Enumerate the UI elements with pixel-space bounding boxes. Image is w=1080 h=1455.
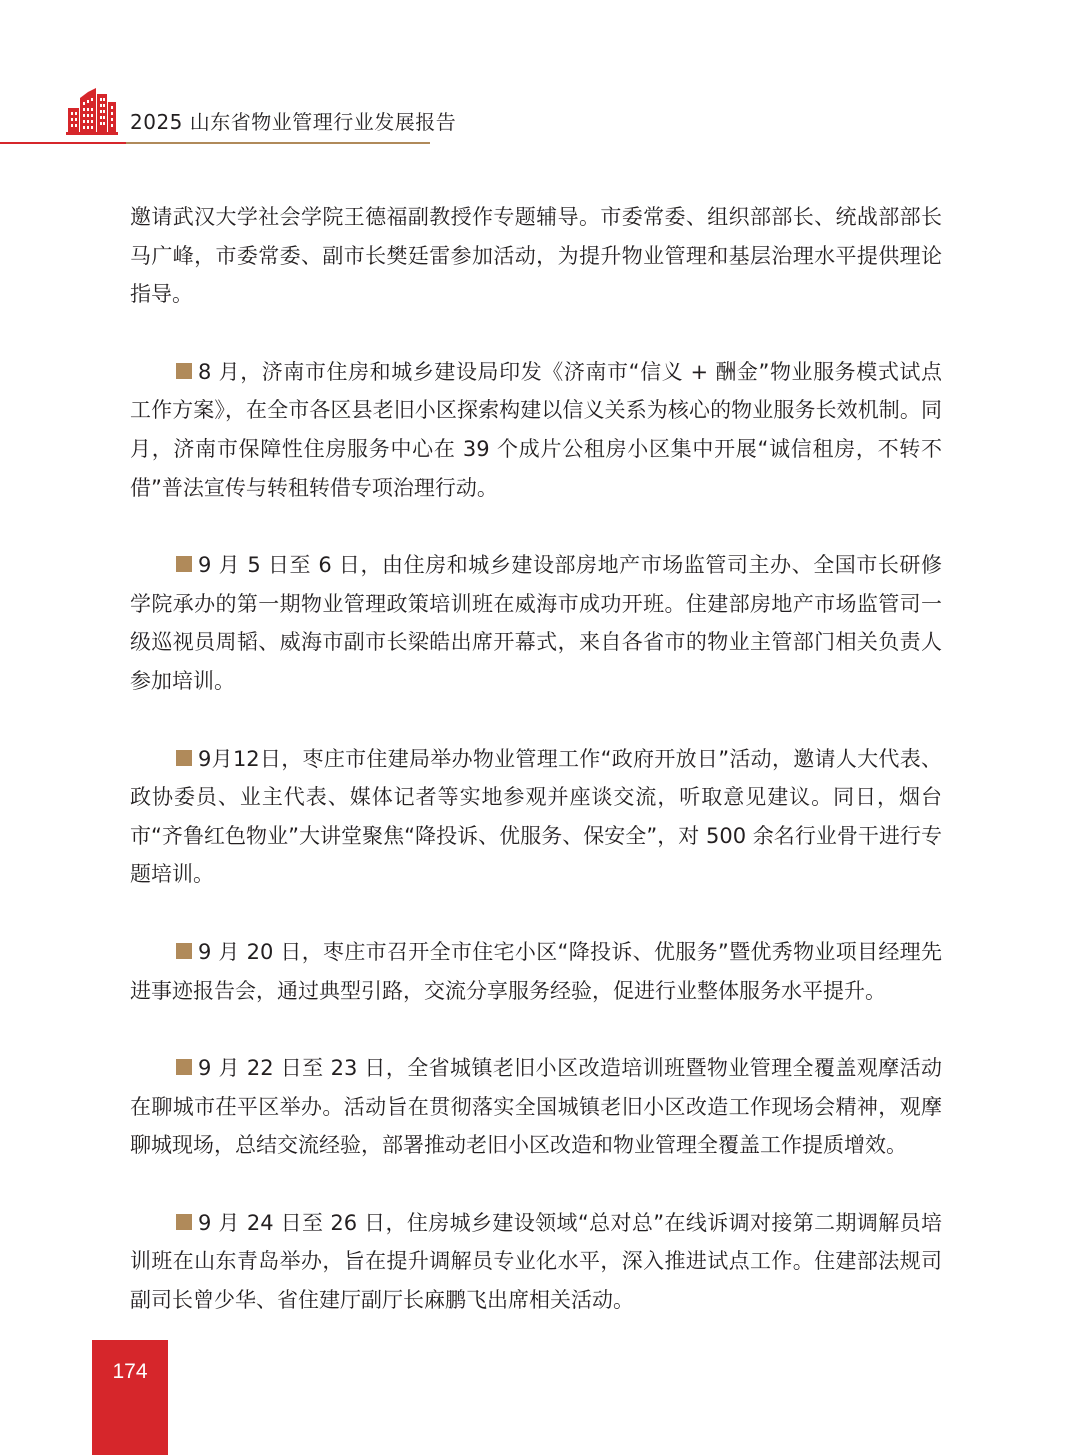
paragraph [130,198,942,314]
page-header [0,80,457,150]
page-number-tab [92,1340,168,1455]
paragraph [130,1049,942,1165]
paragraph-text: 邀请武汉大学社会学院王德福副教授作专题辅导。市委常委、组织部部长、统战部部长马广峰，市委常委、副市长樊廷雷参加活动，为提升物业管理和基层治理水平提供理论指导。 [130,205,942,307]
paragraph-text: 9 月 5 日至 6 日，由住房和城乡建设部房地产市场监管司主办、全国市长研修学院承办的第一期物业管理政策培训班在威海市成功开班。住建部房地产市场监管司一级巡视员周韬、威海市副市长梁皓出席开幕式，来自各省市的物业主管部门相关负责人参加培训。 [130,553,942,693]
paragraph [130,353,942,507]
header-rule-red [0,142,126,144]
header-rule-gold [126,142,430,144]
page-number: 174 [112,1360,148,1383]
building-icon [66,86,118,136]
square-bullet-icon [176,363,192,379]
paragraph [130,1204,942,1320]
paragraph-text: 9月12日，枣庄市住建局举办物业管理工作“政府开放日”活动，邀请人大代表、政协委员、业主代表、媒体记者等实地参观并座谈交流，听取意见建议。同日，烟台市“齐鲁红色物业”大讲堂聚焦“降投诉、优服务、保安全”，对 500 余名行业骨干进行专题培训。 [130,746,942,887]
square-bullet-icon [176,1214,192,1230]
body-text [130,198,942,1320]
square-bullet-icon [176,556,192,572]
square-bullet-icon [176,943,192,959]
report-title: 2025 山东省物业管理行业发展报告 [130,110,457,134]
paragraph-text: 8 月，济南市住房和城乡建设局印发《济南市“信义 + 酬金”物业服务模式试点工作方案》，在全市各区县老旧小区探索构建以信义关系为核心的物业服务长效机制。同月，济南市保障性住房服务中心在 39 个成片公租房小区集中开展“诚信租房，不转不借”普法宣传与转租转借专项治理行动。 [130,359,942,500]
paragraph-text: 9 月 22 日至 23 日，全省城镇老旧小区改造培训班暨物业管理全覆盖观摩活动在聊城市茌平区举办。活动旨在贯彻落实全国城镇老旧小区改造工作现场会精神，观摩聊城现场，总结交流经验，部署推动老旧小区改造和物业管理全覆盖工作提质增效。 [130,1056,942,1158]
square-bullet-icon [176,1059,192,1075]
paragraph [130,546,942,700]
paragraph-text: 9 月 24 日至 26 日，住房城乡建设领域“总对总”在线诉调对接第二期调解员培训班在山东青岛举办，旨在提升调解员专业化水平，深入推进试点工作。住建部法规司副司长曾少华、省住建厅副厅长麻鹏飞出席相关活动。 [130,1210,942,1313]
paragraph [130,740,942,894]
paragraph-text: 9 月 20 日，枣庄市召开全市住宅小区“降投诉、优服务”暨优秀物业项目经理先进事迹报告会，通过典型引路，交流分享服务经验，促进行业整体服务水平提升。 [130,939,942,1003]
square-bullet-icon [176,750,192,766]
paragraph [130,933,942,1010]
